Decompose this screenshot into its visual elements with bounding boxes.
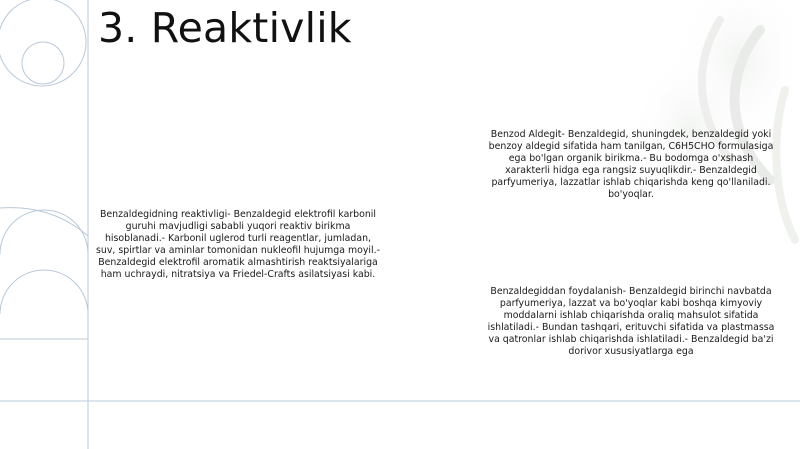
reactivity-paragraph: Benzaldegidning reaktivligi- Benzaldegid elektrofil karbonil guruhi mavjudligi sababli yuqori reaktiv birikma hisoblanadi.- Karbonil uglerod turli reagentlar, jumladan, suv, spirtlar va aminlar tomonidan nukleofil hujumga moyil.- Benzaldegid elektrofil aromatik almashtirish reaktsiyalariga ham uchraydi, nitratsiya va Friedel-Crafts asilatsiyasi kabi. xyxy=(96,209,380,280)
leaf-decoration xyxy=(630,0,800,240)
slide-title: 3. Reaktivlik xyxy=(98,4,352,52)
benzaldehyde-intro-paragraph: Benzod Aldegit- Benzaldegid, shuningdek, benzaldegid yoki benzoy aldegid sifatida ham tanilgan, C6H5CHO formulasiga ega bo'lgan organik birikma.- Bu bodomga o'xshash xarakterli hidga ega rangsiz suyuqlikdir.- Benzaldegid parfyumeriya, lazzatlar ishlab chiqarishda keng qo'llaniladi. bo'yoqlar. xyxy=(488,129,774,200)
arc-lower xyxy=(0,270,88,314)
inner-circle xyxy=(22,42,64,84)
arc-curve xyxy=(0,208,88,236)
left-arcs xyxy=(0,208,88,314)
top-left-circles xyxy=(0,0,86,86)
outer-circle xyxy=(0,0,86,86)
benzaldehyde-uses-paragraph: Benzaldegiddan foydalanish- Benzaldegid birinchi navbatda parfyumeriya, lazzat va bo'yoqlar kabi boshqa kimyoviy moddalarni ishlab chiqarishda oraliq mahsulot sifatida ishlatiladi.- Bundan tashqari, erituvchi sifatida va plastmassa va qatronlar ishlab chiqarishda ishlatiladi.- Benzaldegid ba'zi dorivor xususiyatlarga ega xyxy=(487,286,775,357)
arc-upper xyxy=(0,210,88,254)
